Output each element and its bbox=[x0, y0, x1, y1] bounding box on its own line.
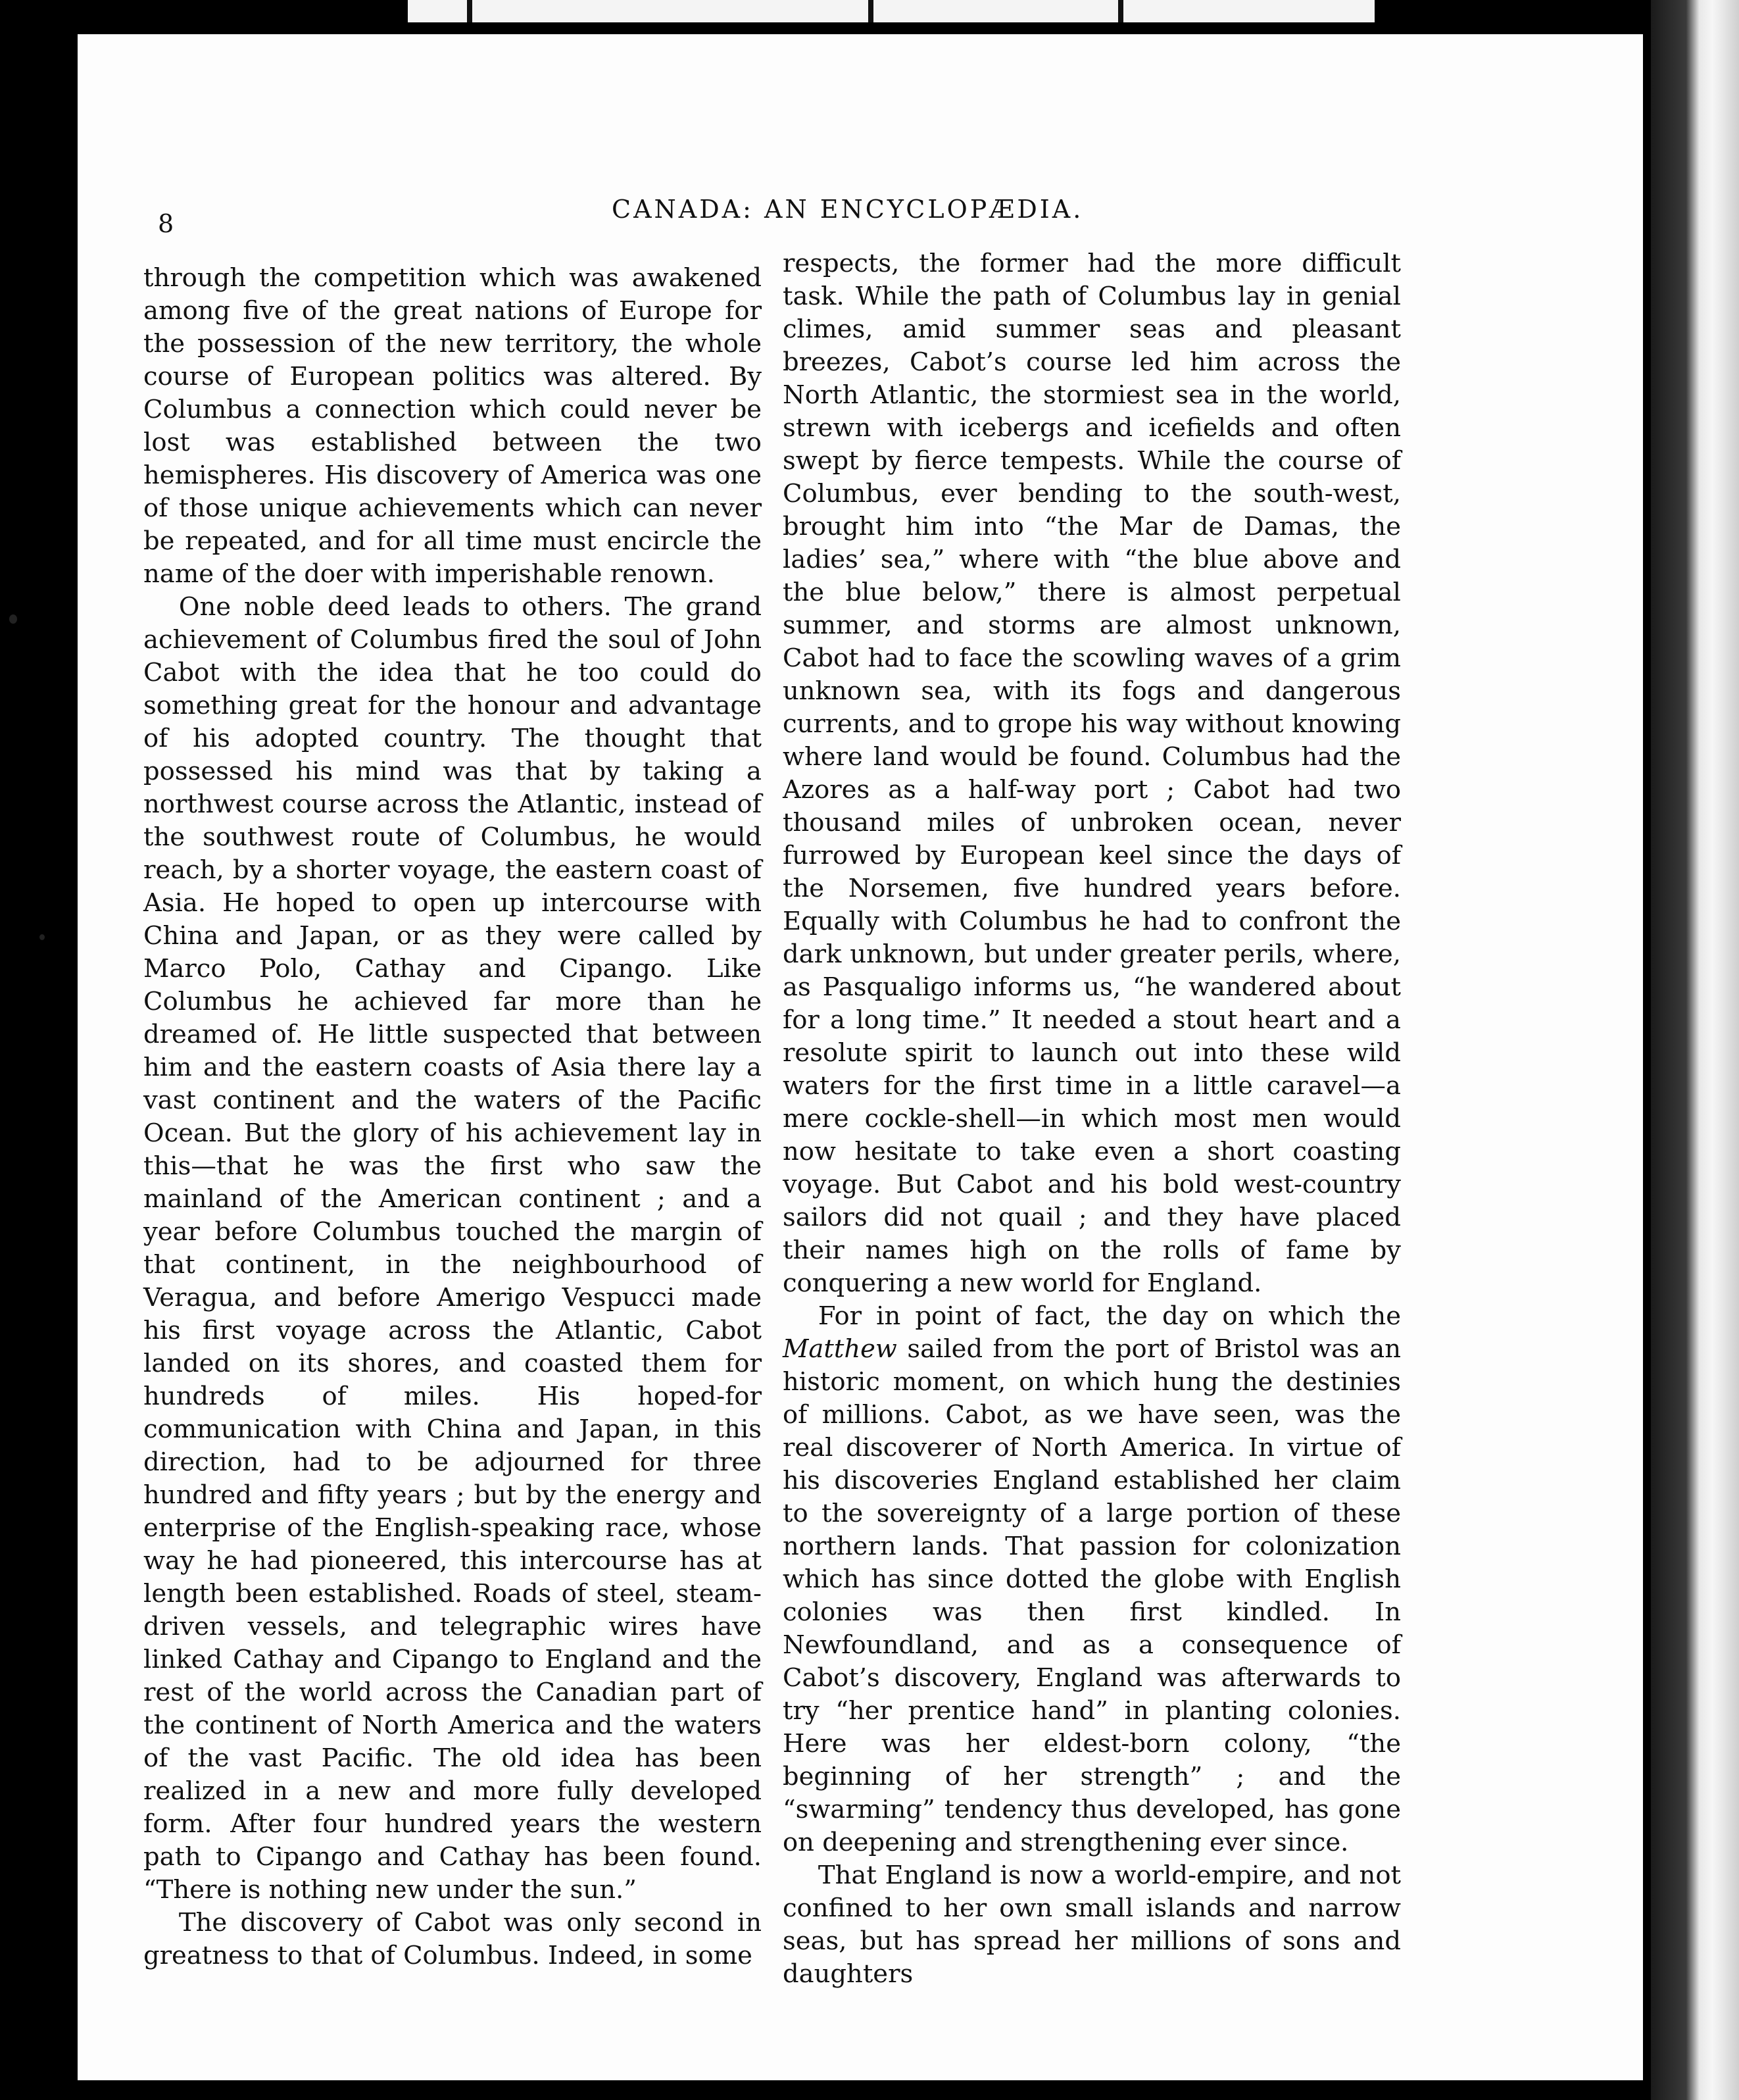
scan-speck bbox=[39, 934, 45, 940]
scan-speck bbox=[9, 614, 17, 624]
paragraph: That England is now a world-empire, and not confined to her own small islands and narrow seas, but has spread her millions of sons and daughters bbox=[783, 1861, 1401, 1989]
running-head: CANADA: AN ENCYCLOPÆDIA. bbox=[612, 195, 1084, 224]
right-column bbox=[783, 247, 1401, 1991]
strip-mark bbox=[1118, 0, 1123, 22]
paragraph bbox=[783, 1300, 1401, 1859]
ship-name: Matthew bbox=[783, 1334, 897, 1364]
paragraph: through the competition which was awakened among five of the great nations of Europe for the possession of the new territory, the whole course of European politics was altered. By Columbus a connection which could never be lost was established between the two hemispheres. His discovery of America was one of those unique achievements which can never be repeated, and for all time must encircle the name of the doer with imperishable renown. bbox=[143, 263, 762, 589]
paragraph: One noble deed leads to others. The grand achievement of Columbus fired the soul of John Cabot with the idea that he too could do something great for the honour and advantage of his adopted country. The thought that possessed his mind was that by taking a northwest course across the Atlantic, instead of the southwest route of Columbus, he would reach, by a shorter voyage, the eastern coast of Asia. He hoped to open up intercourse with China and Japan, or as they were called by Marco Polo, Cathay and Cipango. Like Columbus he achieved far more than he dreamed of. He little suspected that between him and the eastern coasts of Asia there lay a vast continent and the waters of the Pacific Ocean. But the glory of his achievement lay in this—that he was the first who saw the mainland of the American continent ; and a year before Columbus touched the margin of that continent, in the neighbourhood of Veragua, and before Amerigo Vespucci made his first voyage across the Atlantic, Cabot landed on its shores, and coasted them for hundreds of miles. His hoped-for communication with China and Japan, in this direction, had to be adjourned for three hundred and fifty years ; but by the energy and enterprise of the English-speaking race, whose way he had pioneered, this intercourse has at length been established. Roads of steel, steam-driven vessels, and telegraphic wires have linked Cathay and Cipango to England and the rest of the world across the Canadian part of the continent of North America and the waters of the vast Pacific. The old idea has been realized in a new and more fully developed form. After four hundred years the western path to Cipango and Cathay has been found. “There is nothing new under the sun.” bbox=[143, 592, 762, 1905]
strip-mark bbox=[467, 0, 472, 22]
paragraph-lead: For in point of fact, the day on which the bbox=[818, 1301, 1401, 1331]
paragraph: The discovery of Cabot was only second in greatness to that of Columbus. Indeed, in some bbox=[143, 1908, 762, 1970]
page-number: 8 bbox=[158, 209, 174, 238]
strip-mark bbox=[868, 0, 873, 22]
top-page-strip bbox=[408, 0, 1375, 22]
paragraph-rest: sailed from the port of Bristol was an historic moment, on which hung the destinies of millions. Cabot, as we have seen, was the real discoverer of North America. In virtue of his discoveries England established her claim to the sovereignty of a large portion of these northern lands. That passion for colonization which has since dotted the globe with English colonies was then first kindled. In Newfoundland, and as a consequence of Cabot’s discovery, England was afterwards to try “her prentice hand” in planting colonies. Here was her eldest-born colony, “the beginning of her strength” ; and the “swarming” tendency thus developed, has gone on deepening and strengthening ever since. bbox=[783, 1334, 1401, 1857]
book-edge bbox=[1651, 0, 1739, 2100]
paragraph: respects, the former had the more difficult task. While the path of Columbus lay in genial climes, amid summer seas and pleasant breezes, Cabot’s course led him across the North Atlantic, the stormiest sea in the world, strewn with icebergs and icefields and often swept by fierce tempests. While the course of Columbus, ever bending to the south-west, brought him into “the Mar de Damas, the ladies’ sea,” where with “the blue above and the blue below,” there is almost perpetual summer, and storms are almost unknown, Cabot had to face the scowling waves of a grim unknown sea, with its fogs and dangerous currents, and to grope his way without knowing where land would be found. Columbus had the Azores as a half-way port ; Cabot had two thousand miles of unbroken ocean, never furrowed by European keel since the days of the Norsemen, five hundred years before. Equally with Columbus he had to confront the dark unknown, but under greater perils, where, as Pasqualigo informs us, “he wandered about for a long time.” It needed a stout heart and a resolute spirit to launch out into these wild waters for the first time in a little caravel—a mere cockle-shell—in which most men would now hesitate to take even a short coasting voyage. But Cabot and his bold west-country sailors did not quail ; and they have placed their names high on the rolls of fame by conquering a new world for England. bbox=[783, 249, 1401, 1298]
left-column bbox=[143, 262, 762, 1972]
